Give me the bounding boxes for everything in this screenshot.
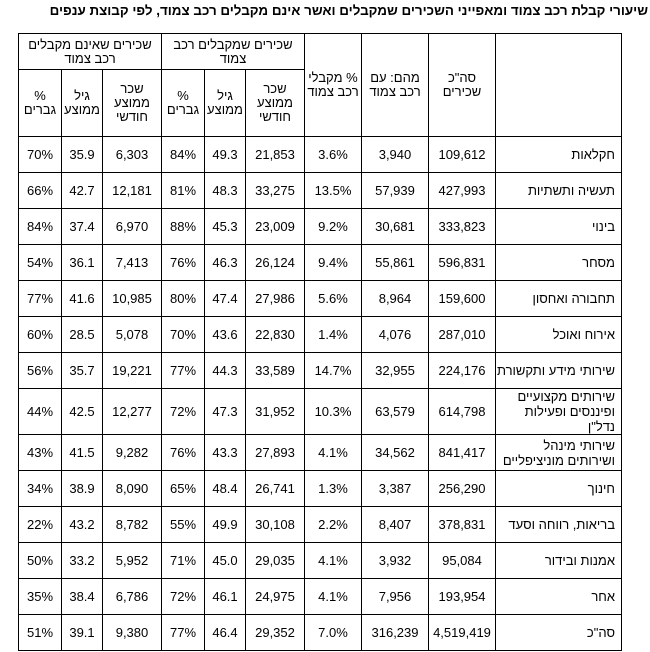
- pct-receiving-cell: 13.5%: [305, 173, 362, 209]
- pct-receiving-cell: 1.3%: [305, 471, 362, 507]
- branch-cell: אירוח ואוכל: [496, 317, 622, 353]
- pct-receiving-cell: 4.1%: [305, 579, 362, 615]
- receiving-age-cell: 45.3: [205, 209, 246, 245]
- table-row: [19, 137, 622, 173]
- receiving-salary-cell: 23,009: [246, 209, 305, 245]
- with-car-cell: 3,940: [362, 137, 429, 173]
- receiving-age-cell: 46.1: [205, 579, 246, 615]
- not-receiving-age-cell: 39.1: [62, 615, 103, 651]
- receiving-age-cell: 43.3: [205, 435, 246, 471]
- receiving-salary-cell: 29,035: [246, 543, 305, 579]
- total-cell: 256,290: [429, 471, 496, 507]
- with-car-cell: 3,387: [362, 471, 429, 507]
- not-receiving-men-cell: 22%: [19, 507, 62, 543]
- receiving-age-cell: 43.6: [205, 317, 246, 353]
- receiving-age-cell: 49.9: [205, 507, 246, 543]
- pct-receiving-cell: 9.2%: [305, 209, 362, 245]
- receiving-men-cell: 81%: [162, 173, 205, 209]
- with-car-cell: 63,579: [362, 389, 429, 435]
- total-cell: 614,798: [429, 389, 496, 435]
- not-receiving-age-cell: 28.5: [62, 317, 103, 353]
- receiving-salary-cell: 27,893: [246, 435, 305, 471]
- not-receiving-salary-cell: 9,282: [103, 435, 162, 471]
- receiving-men-cell: 77%: [162, 615, 205, 651]
- not-receiving-salary-cell: 8,090: [103, 471, 162, 507]
- not-receiving-salary-cell: 9,380: [103, 615, 162, 651]
- with-car-cell: 4,076: [362, 317, 429, 353]
- branch-cell: שירותים מקצועיים ופיננסים ופעילות נדל"ן: [496, 389, 622, 435]
- not-receiving-men-cell: 84%: [19, 209, 62, 245]
- table-row: [19, 579, 622, 615]
- pct-receiving-cell: 14.7%: [305, 353, 362, 389]
- pct-receiving-cell: 5.6%: [305, 281, 362, 317]
- branch-cell: בינוי: [496, 209, 622, 245]
- total-cell: 159,600: [429, 281, 496, 317]
- branch-cell: שירותי מינהל ושירותים מוניציפליים: [496, 435, 622, 471]
- total-cell: 841,417: [429, 435, 496, 471]
- not-receiving-salary-cell: 6,303: [103, 137, 162, 173]
- receiving-men-cell: 72%: [162, 389, 205, 435]
- not-receiving-men-cell: 34%: [19, 471, 62, 507]
- table-row: [19, 245, 622, 281]
- branch-cell: שירותי מידע ותקשורת: [496, 353, 622, 389]
- branches-table: [18, 33, 622, 651]
- table-row: [19, 543, 622, 579]
- branch-cell: חינוך: [496, 471, 622, 507]
- table-row: [19, 353, 622, 389]
- not-receiving-men-cell: 70%: [19, 137, 62, 173]
- table-row: [19, 281, 622, 317]
- receiving-salary-cell: 33,589: [246, 353, 305, 389]
- not-receiving-salary-cell: 12,277: [103, 389, 162, 435]
- header-receiving-avg-age: גיל ממוצע: [205, 70, 246, 137]
- page-title: שיעורי קבלת רכב צמוד ומאפייני השכירים שמקבלים ואשר אינם מקבלים רכב צמוד, לפי קבוצת ענפים: [49, 3, 648, 18]
- receiving-men-cell: 72%: [162, 579, 205, 615]
- table-row: [19, 435, 622, 471]
- not-receiving-men-cell: 43%: [19, 435, 62, 471]
- receiving-salary-cell: 30,108: [246, 507, 305, 543]
- not-receiving-men-cell: 54%: [19, 245, 62, 281]
- pct-receiving-cell: 2.2%: [305, 507, 362, 543]
- receiving-men-cell: 65%: [162, 471, 205, 507]
- header-total-employees: סה"כ שכירים: [429, 34, 496, 137]
- not-receiving-salary-cell: 8,782: [103, 507, 162, 543]
- total-cell: 224,176: [429, 353, 496, 389]
- pct-receiving-cell: 4.1%: [305, 543, 362, 579]
- receiving-men-cell: 76%: [162, 245, 205, 281]
- total-cell: 596,831: [429, 245, 496, 281]
- not-receiving-men-cell: 44%: [19, 389, 62, 435]
- receiving-salary-cell: 22,830: [246, 317, 305, 353]
- total-cell: 427,993: [429, 173, 496, 209]
- not-receiving-men-cell: 66%: [19, 173, 62, 209]
- not-receiving-salary-cell: 10,985: [103, 281, 162, 317]
- pct-receiving-cell: 1.4%: [305, 317, 362, 353]
- not-receiving-salary-cell: 12,181: [103, 173, 162, 209]
- branch-cell: סה"כ: [496, 615, 622, 651]
- header-receiving-pct-men: % גברים: [162, 70, 205, 137]
- receiving-salary-cell: 24,975: [246, 579, 305, 615]
- branch-cell: חקלאות: [496, 137, 622, 173]
- header-pct-receiving: % מקבלי רכב צמוד: [305, 34, 362, 137]
- not-receiving-age-cell: 42.5: [62, 389, 103, 435]
- receiving-salary-cell: 26,124: [246, 245, 305, 281]
- total-cell: 193,954: [429, 579, 496, 615]
- total-cell: 333,823: [429, 209, 496, 245]
- table-row: [19, 209, 622, 245]
- receiving-age-cell: 48.3: [205, 173, 246, 209]
- receiving-salary-cell: 27,986: [246, 281, 305, 317]
- receiving-men-cell: 55%: [162, 507, 205, 543]
- not-receiving-salary-cell: 19,221: [103, 353, 162, 389]
- total-cell: 4,519,419: [429, 615, 496, 651]
- with-car-cell: 30,681: [362, 209, 429, 245]
- table-body: [19, 137, 622, 651]
- receiving-salary-cell: 29,352: [246, 615, 305, 651]
- receiving-salary-cell: 21,853: [246, 137, 305, 173]
- branch-cell: אמנות ובידור: [496, 543, 622, 579]
- not-receiving-men-cell: 77%: [19, 281, 62, 317]
- with-car-cell: 8,964: [362, 281, 429, 317]
- with-car-cell: 8,407: [362, 507, 429, 543]
- not-receiving-age-cell: 41.6: [62, 281, 103, 317]
- not-receiving-age-cell: 35.9: [62, 137, 103, 173]
- header-group-receiving: שכירים שמקבלים רכב צמוד: [162, 34, 305, 70]
- receiving-men-cell: 80%: [162, 281, 205, 317]
- not-receiving-age-cell: 37.4: [62, 209, 103, 245]
- receiving-salary-cell: 33,275: [246, 173, 305, 209]
- header-not-receiving-pct-men: % גברים: [19, 70, 62, 137]
- not-receiving-salary-cell: 7,413: [103, 245, 162, 281]
- receiving-age-cell: 48.4: [205, 471, 246, 507]
- receiving-age-cell: 46.4: [205, 615, 246, 651]
- not-receiving-men-cell: 35%: [19, 579, 62, 615]
- receiving-age-cell: 47.3: [205, 389, 246, 435]
- pct-receiving-cell: 3.6%: [305, 137, 362, 173]
- with-car-cell: 57,939: [362, 173, 429, 209]
- pct-receiving-cell: 9.4%: [305, 245, 362, 281]
- with-car-cell: 316,239: [362, 615, 429, 651]
- not-receiving-salary-cell: 6,786: [103, 579, 162, 615]
- not-receiving-salary-cell: 6,970: [103, 209, 162, 245]
- not-receiving-men-cell: 51%: [19, 615, 62, 651]
- total-cell: 109,612: [429, 137, 496, 173]
- not-receiving-age-cell: 41.5: [62, 435, 103, 471]
- pct-receiving-cell: 10.3%: [305, 389, 362, 435]
- header-branch: [496, 34, 622, 137]
- receiving-salary-cell: 31,952: [246, 389, 305, 435]
- not-receiving-men-cell: 60%: [19, 317, 62, 353]
- table-row: [19, 389, 622, 435]
- with-car-cell: 55,861: [362, 245, 429, 281]
- not-receiving-men-cell: 56%: [19, 353, 62, 389]
- total-cell: 378,831: [429, 507, 496, 543]
- receiving-men-cell: 70%: [162, 317, 205, 353]
- receiving-men-cell: 77%: [162, 353, 205, 389]
- not-receiving-men-cell: 50%: [19, 543, 62, 579]
- header-receiving-avg-salary: שכר ממוצע חודשי: [246, 70, 305, 137]
- not-receiving-salary-cell: 5,952: [103, 543, 162, 579]
- receiving-men-cell: 71%: [162, 543, 205, 579]
- branch-cell: תחבורה ואחסון: [496, 281, 622, 317]
- header-not-receiving-avg-age: גיל ממוצע: [62, 70, 103, 137]
- not-receiving-age-cell: 35.7: [62, 353, 103, 389]
- header-with-car-count: מהם: עם רכב צמוד: [362, 34, 429, 137]
- branch-cell: אחר: [496, 579, 622, 615]
- header-group-not-receiving: שכירים שאינם מקבלים רכב צמוד: [19, 34, 162, 70]
- not-receiving-age-cell: 36.1: [62, 245, 103, 281]
- table-row: [19, 317, 622, 353]
- receiving-salary-cell: 26,741: [246, 471, 305, 507]
- receiving-age-cell: 47.4: [205, 281, 246, 317]
- not-receiving-age-cell: 38.4: [62, 579, 103, 615]
- not-receiving-age-cell: 33.2: [62, 543, 103, 579]
- receiving-age-cell: 44.3: [205, 353, 246, 389]
- branch-cell: בריאות, רווחה וסעד: [496, 507, 622, 543]
- table-row: [19, 173, 622, 209]
- with-car-cell: 32,955: [362, 353, 429, 389]
- not-receiving-age-cell: 43.2: [62, 507, 103, 543]
- not-receiving-age-cell: 38.9: [62, 471, 103, 507]
- receiving-men-cell: 84%: [162, 137, 205, 173]
- header-not-receiving-avg-salary: שכר ממוצע חודשי: [103, 70, 162, 137]
- receiving-men-cell: 88%: [162, 209, 205, 245]
- not-receiving-salary-cell: 5,078: [103, 317, 162, 353]
- table-row: [19, 471, 622, 507]
- receiving-age-cell: 46.3: [205, 245, 246, 281]
- with-car-cell: 7,956: [362, 579, 429, 615]
- with-car-cell: 34,562: [362, 435, 429, 471]
- table-row: [19, 507, 622, 543]
- total-cell: 287,010: [429, 317, 496, 353]
- table-row: [19, 615, 622, 651]
- pct-receiving-cell: 4.1%: [305, 435, 362, 471]
- branch-cell: מסחר: [496, 245, 622, 281]
- receiving-men-cell: 76%: [162, 435, 205, 471]
- receiving-age-cell: 49.3: [205, 137, 246, 173]
- not-receiving-age-cell: 42.7: [62, 173, 103, 209]
- with-car-cell: 3,932: [362, 543, 429, 579]
- receiving-age-cell: 45.0: [205, 543, 246, 579]
- branch-cell: תעשיה ותשתיות: [496, 173, 622, 209]
- total-cell: 95,084: [429, 543, 496, 579]
- pct-receiving-cell: 7.0%: [305, 615, 362, 651]
